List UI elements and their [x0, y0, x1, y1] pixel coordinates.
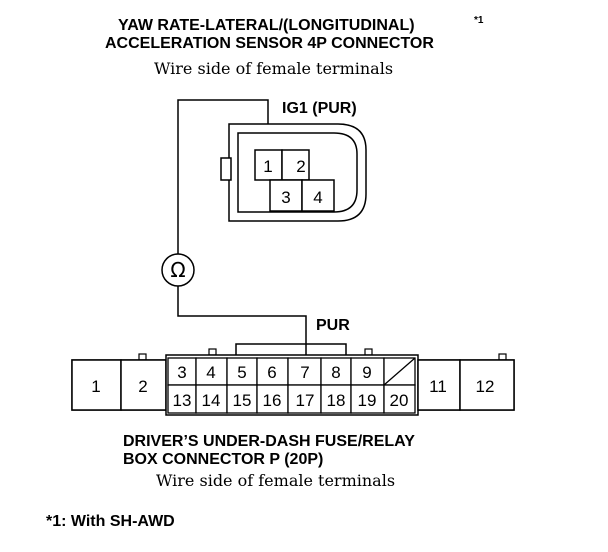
fuse-pin-19-label: 19	[357, 391, 377, 410]
fuse-pin-12-label: 12	[475, 377, 495, 396]
sensor-pin-1-label: 1	[263, 157, 273, 176]
connector-tab	[365, 349, 372, 355]
fuse-pin-1-label: 1	[91, 377, 101, 396]
sensor-title-line1: YAW RATE-LATERAL/(LONGITUDINAL)	[118, 17, 415, 34]
fuse-pin-11-label: 11	[429, 377, 447, 396]
fuse-box-title-line1: DRIVER’S UNDER-DASH FUSE/RELAY	[123, 433, 415, 450]
title-footnote-mark: *1	[474, 15, 484, 26]
sensor-title-line2: ACCELERATION SENSOR 4P CONNECTOR	[105, 35, 434, 52]
fuse-box-title-line2: BOX CONNECTOR P (20P)	[123, 451, 324, 468]
ig1-wire-label: IG1 (PUR)	[282, 100, 357, 117]
fuse-box-subtitle: Wire side of female terminals	[156, 471, 396, 490]
fuse-pin-2-label: 2	[138, 377, 148, 396]
fuse-pin-6-label: 6	[267, 363, 277, 382]
fuse-pin-4-label: 4	[206, 363, 216, 382]
fuse-pin-15-label: 15	[232, 391, 252, 410]
footnote: *1: With SH-AWD	[46, 513, 175, 530]
ohmmeter-symbol: Ω	[170, 258, 186, 282]
fuse-pin-17-label: 17	[295, 391, 315, 410]
fuse-pin-16-label: 16	[262, 391, 282, 410]
sensor-pin-2-label: 2	[296, 157, 306, 176]
connector-tab	[139, 354, 146, 360]
fuse-pin-8-label: 8	[331, 363, 341, 382]
fuse-pin-3-label: 3	[177, 363, 187, 382]
sensor-pin-3-label: 3	[281, 188, 291, 207]
connector-top-key	[236, 344, 346, 355]
fuse-pin-7-label: 7	[300, 363, 310, 382]
fuse-box-connector-20p	[72, 344, 514, 415]
pur-wire-label: PUR	[316, 317, 350, 334]
fuse-pin-20-label: 20	[389, 391, 409, 410]
fuse-pin-13-label: 13	[172, 391, 192, 410]
fuse-pin-14-label: 14	[201, 391, 221, 410]
sensor-pin-4-label: 4	[313, 188, 323, 207]
pur-wire	[178, 286, 306, 358]
fuse-pin-18-label: 18	[326, 391, 346, 410]
connector-tab	[499, 354, 506, 360]
ohmmeter-icon	[162, 254, 194, 286]
sensor-connector-4p	[221, 124, 366, 221]
connector-tab	[209, 349, 216, 355]
sensor-subtitle: Wire side of female terminals	[154, 59, 394, 78]
fuse-pin-9-label: 9	[362, 363, 372, 382]
fuse-pin-5-label: 5	[237, 363, 247, 382]
sensor-connector-latch	[221, 158, 231, 180]
